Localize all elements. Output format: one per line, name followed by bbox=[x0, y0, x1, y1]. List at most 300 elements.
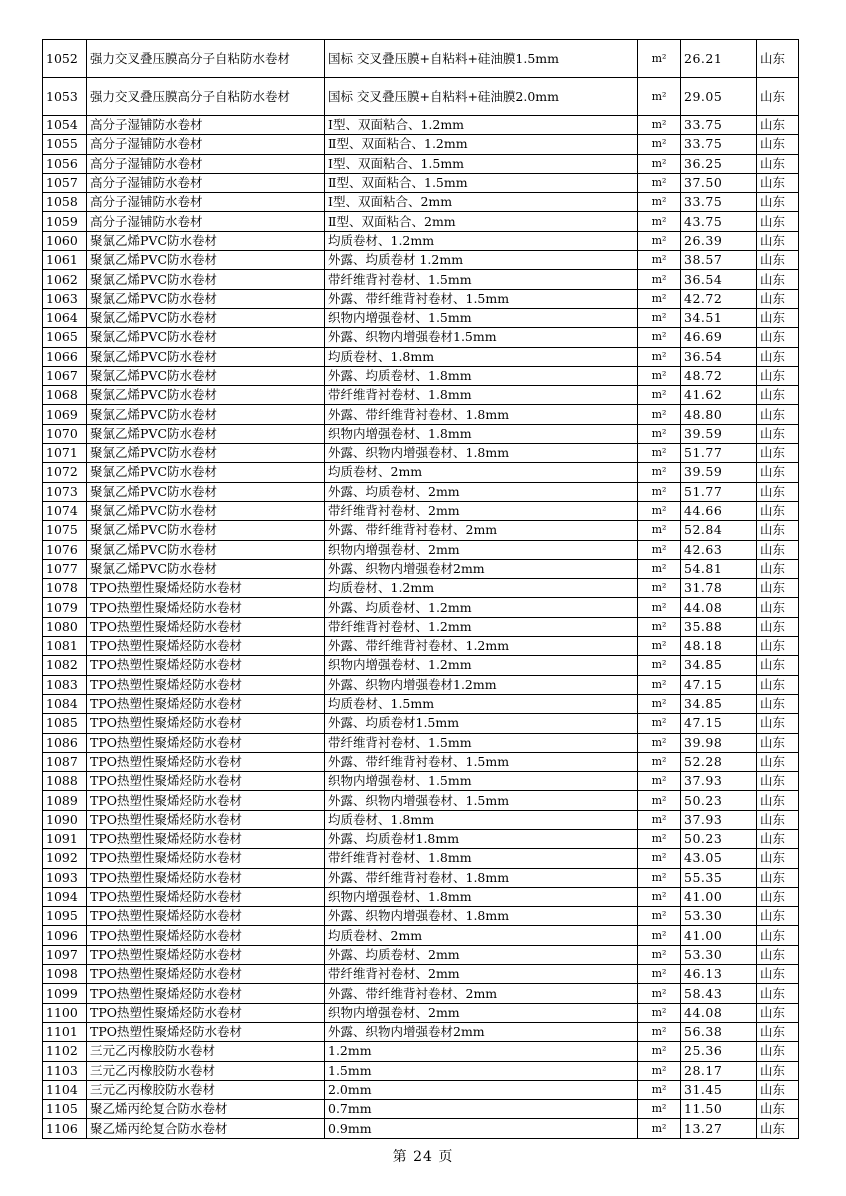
material-name-cell: 聚氯乙烯PVC防水卷材 bbox=[87, 501, 325, 520]
specification-cell: 织物内增强卷材、1.5mm bbox=[325, 308, 638, 327]
item-number-cell: 1092 bbox=[43, 849, 87, 868]
specification-cell: 国标 交叉叠压膜+自粘料+硅油膜2.0mm bbox=[325, 78, 638, 116]
item-number-cell: 1077 bbox=[43, 559, 87, 578]
table-row bbox=[43, 482, 799, 501]
unit-cell: m² bbox=[638, 656, 681, 675]
item-number-cell: 1081 bbox=[43, 637, 87, 656]
price-cell: 52.28 bbox=[681, 752, 757, 771]
table-row bbox=[43, 656, 799, 675]
specification-cell: 带纤维背衬卷材、1.5mm bbox=[325, 270, 638, 289]
table-row bbox=[43, 444, 799, 463]
unit-cell: m² bbox=[638, 424, 681, 443]
table-row bbox=[43, 945, 799, 964]
unit-cell: m² bbox=[638, 308, 681, 327]
region-cell: 山东 bbox=[757, 1003, 799, 1022]
table-row bbox=[43, 231, 799, 250]
specification-cell: 外露、均质卷材、2mm bbox=[325, 482, 638, 501]
material-name-cell: 聚氯乙烯PVC防水卷材 bbox=[87, 463, 325, 482]
region-cell: 山东 bbox=[757, 714, 799, 733]
item-number-cell: 1078 bbox=[43, 579, 87, 598]
specification-cell: 2.0mm bbox=[325, 1080, 638, 1099]
table-row bbox=[43, 501, 799, 520]
region-cell: 山东 bbox=[757, 733, 799, 752]
specification-cell: 带纤维背衬卷材、1.8mm bbox=[325, 849, 638, 868]
table-row bbox=[43, 579, 799, 598]
unit-cell: m² bbox=[638, 965, 681, 984]
material-name-cell: TPO热塑性聚烯烃防水卷材 bbox=[87, 868, 325, 887]
region-cell: 山东 bbox=[757, 521, 799, 540]
specification-cell: 均质卷材、1.2mm bbox=[325, 231, 638, 250]
table-row bbox=[43, 868, 799, 887]
specification-cell: 1.5mm bbox=[325, 1061, 638, 1080]
item-number-cell: 1088 bbox=[43, 772, 87, 791]
specification-cell: 外露、带纤维背衬卷材、1.2mm bbox=[325, 637, 638, 656]
unit-cell: m² bbox=[638, 347, 681, 366]
specification-cell: 均质卷材、2mm bbox=[325, 926, 638, 945]
item-number-cell: 1057 bbox=[43, 173, 87, 192]
unit-cell: m² bbox=[638, 694, 681, 713]
item-number-cell: 1069 bbox=[43, 405, 87, 424]
price-cell: 42.72 bbox=[681, 289, 757, 308]
material-name-cell: 聚氯乙烯PVC防水卷材 bbox=[87, 308, 325, 327]
material-name-cell: 高分子湿铺防水卷材 bbox=[87, 135, 325, 154]
specification-cell: 外露、织物内增强卷材、1.8mm bbox=[325, 444, 638, 463]
specification-cell: 外露、织物内增强卷材、1.8mm bbox=[325, 907, 638, 926]
unit-cell: m² bbox=[638, 540, 681, 559]
region-cell: 山东 bbox=[757, 810, 799, 829]
region-cell: 山东 bbox=[757, 193, 799, 212]
region-cell: 山东 bbox=[757, 463, 799, 482]
unit-cell: m² bbox=[638, 1003, 681, 1022]
unit-cell: m² bbox=[638, 40, 681, 78]
item-number-cell: 1091 bbox=[43, 829, 87, 848]
material-name-cell: TPO热塑性聚烯烃防水卷材 bbox=[87, 714, 325, 733]
specification-cell: 外露、均质卷材、2mm bbox=[325, 945, 638, 964]
unit-cell: m² bbox=[638, 366, 681, 385]
region-cell: 山东 bbox=[757, 540, 799, 559]
specification-cell: 织物内增强卷材、2mm bbox=[325, 540, 638, 559]
material-name-cell: 高分子湿铺防水卷材 bbox=[87, 154, 325, 173]
table-row bbox=[43, 694, 799, 713]
material-name-cell: TPO热塑性聚烯烃防水卷材 bbox=[87, 675, 325, 694]
price-cell: 50.23 bbox=[681, 791, 757, 810]
table-row bbox=[43, 1100, 799, 1119]
table-row bbox=[43, 366, 799, 385]
material-name-cell: 高分子湿铺防水卷材 bbox=[87, 116, 325, 135]
material-name-cell: 聚氯乙烯PVC防水卷材 bbox=[87, 424, 325, 443]
unit-cell: m² bbox=[638, 251, 681, 270]
unit-cell: m² bbox=[638, 1042, 681, 1061]
price-cell: 25.36 bbox=[681, 1042, 757, 1061]
item-number-cell: 1076 bbox=[43, 540, 87, 559]
unit-cell: m² bbox=[638, 78, 681, 116]
table-row bbox=[43, 829, 799, 848]
unit-cell: m² bbox=[638, 791, 681, 810]
region-cell: 山东 bbox=[757, 829, 799, 848]
specification-cell: Ⅱ型、双面粘合、1.2mm bbox=[325, 135, 638, 154]
unit-cell: m² bbox=[638, 444, 681, 463]
specification-cell: 均质卷材、1.5mm bbox=[325, 694, 638, 713]
material-name-cell: TPO热塑性聚烯烃防水卷材 bbox=[87, 907, 325, 926]
item-number-cell: 1097 bbox=[43, 945, 87, 964]
unit-cell: m² bbox=[638, 501, 681, 520]
table-row bbox=[43, 386, 799, 405]
price-cell: 34.85 bbox=[681, 694, 757, 713]
price-cell: 36.54 bbox=[681, 347, 757, 366]
specification-cell: 均质卷材、1.8mm bbox=[325, 810, 638, 829]
region-cell: 山东 bbox=[757, 231, 799, 250]
table-row bbox=[43, 752, 799, 771]
price-cell: 51.77 bbox=[681, 444, 757, 463]
unit-cell: m² bbox=[638, 887, 681, 906]
specification-cell: 1.2mm bbox=[325, 1042, 638, 1061]
specification-cell: 织物内增强卷材、1.8mm bbox=[325, 424, 638, 443]
material-name-cell: TPO热塑性聚烯烃防水卷材 bbox=[87, 791, 325, 810]
unit-cell: m² bbox=[638, 1080, 681, 1099]
specification-cell: I型、双面粘合、2mm bbox=[325, 193, 638, 212]
material-name-cell: 聚氯乙烯PVC防水卷材 bbox=[87, 366, 325, 385]
item-number-cell: 1063 bbox=[43, 289, 87, 308]
item-number-cell: 1100 bbox=[43, 1003, 87, 1022]
table-row bbox=[43, 424, 799, 443]
region-cell: 山东 bbox=[757, 656, 799, 675]
region-cell: 山东 bbox=[757, 752, 799, 771]
table-row bbox=[43, 135, 799, 154]
item-number-cell: 1098 bbox=[43, 965, 87, 984]
unit-cell: m² bbox=[638, 328, 681, 347]
price-cell: 37.93 bbox=[681, 810, 757, 829]
item-number-cell: 1054 bbox=[43, 116, 87, 135]
table-row bbox=[43, 714, 799, 733]
material-name-cell: 聚氯乙烯PVC防水卷材 bbox=[87, 231, 325, 250]
unit-cell: m² bbox=[638, 637, 681, 656]
specification-cell: 外露、均质卷材1.5mm bbox=[325, 714, 638, 733]
item-number-cell: 1066 bbox=[43, 347, 87, 366]
specification-cell: 带纤维背衬卷材、1.2mm bbox=[325, 617, 638, 636]
material-name-cell: 三元乙丙橡胶防水卷材 bbox=[87, 1042, 325, 1061]
region-cell: 山东 bbox=[757, 1100, 799, 1119]
table-row bbox=[43, 78, 799, 116]
item-number-cell: 1067 bbox=[43, 366, 87, 385]
price-cell: 47.15 bbox=[681, 675, 757, 694]
price-cell: 28.17 bbox=[681, 1061, 757, 1080]
price-cell: 46.69 bbox=[681, 328, 757, 347]
material-name-cell: 聚乙烯丙纶复合防水卷材 bbox=[87, 1100, 325, 1119]
item-number-cell: 1060 bbox=[43, 231, 87, 250]
item-number-cell: 1101 bbox=[43, 1022, 87, 1041]
material-name-cell: TPO热塑性聚烯烃防水卷材 bbox=[87, 617, 325, 636]
price-cell: 53.30 bbox=[681, 907, 757, 926]
table-row bbox=[43, 1061, 799, 1080]
specification-cell: 外露、均质卷材1.8mm bbox=[325, 829, 638, 848]
unit-cell: m² bbox=[638, 1100, 681, 1119]
table-row bbox=[43, 521, 799, 540]
region-cell: 山东 bbox=[757, 1042, 799, 1061]
table-row bbox=[43, 347, 799, 366]
unit-cell: m² bbox=[638, 772, 681, 791]
region-cell: 山东 bbox=[757, 154, 799, 173]
unit-cell: m² bbox=[638, 270, 681, 289]
material-name-cell: TPO热塑性聚烯烃防水卷材 bbox=[87, 656, 325, 675]
price-cell: 34.85 bbox=[681, 656, 757, 675]
specification-cell: 织物内增强卷材、1.8mm bbox=[325, 887, 638, 906]
specification-cell: Ⅱ型、双面粘合、1.5mm bbox=[325, 173, 638, 192]
material-name-cell: TPO热塑性聚烯烃防水卷材 bbox=[87, 984, 325, 1003]
material-name-cell: TPO热塑性聚烯烃防水卷材 bbox=[87, 810, 325, 829]
material-name-cell: TPO热塑性聚烯烃防水卷材 bbox=[87, 829, 325, 848]
price-cell: 38.57 bbox=[681, 251, 757, 270]
table-body bbox=[43, 40, 799, 1139]
specification-cell: Ⅱ型、双面粘合、2mm bbox=[325, 212, 638, 231]
item-number-cell: 1090 bbox=[43, 810, 87, 829]
material-name-cell: TPO热塑性聚烯烃防水卷材 bbox=[87, 849, 325, 868]
item-number-cell: 1071 bbox=[43, 444, 87, 463]
price-cell: 56.38 bbox=[681, 1022, 757, 1041]
specification-cell: 外露、带纤维背衬卷材、1.5mm bbox=[325, 752, 638, 771]
material-name-cell: 聚氯乙烯PVC防水卷材 bbox=[87, 328, 325, 347]
unit-cell: m² bbox=[638, 386, 681, 405]
price-cell: 41.62 bbox=[681, 386, 757, 405]
table-row bbox=[43, 965, 799, 984]
table-row bbox=[43, 1042, 799, 1061]
table-row bbox=[43, 308, 799, 327]
region-cell: 山东 bbox=[757, 559, 799, 578]
unit-cell: m² bbox=[638, 289, 681, 308]
material-name-cell: 强力交叉叠压膜高分子自粘防水卷材 bbox=[87, 78, 325, 116]
unit-cell: m² bbox=[638, 752, 681, 771]
price-table bbox=[42, 39, 799, 1139]
table-row bbox=[43, 907, 799, 926]
specification-cell: 均质卷材、1.2mm bbox=[325, 579, 638, 598]
unit-cell: m² bbox=[638, 521, 681, 540]
item-number-cell: 1058 bbox=[43, 193, 87, 212]
region-cell: 山东 bbox=[757, 579, 799, 598]
price-cell: 52.84 bbox=[681, 521, 757, 540]
item-number-cell: 1095 bbox=[43, 907, 87, 926]
price-cell: 37.93 bbox=[681, 772, 757, 791]
specification-cell: 外露、带纤维背衬卷材、1.5mm bbox=[325, 289, 638, 308]
region-cell: 山东 bbox=[757, 501, 799, 520]
material-name-cell: TPO热塑性聚烯烃防水卷材 bbox=[87, 965, 325, 984]
material-name-cell: 聚乙烯丙纶复合防水卷材 bbox=[87, 1119, 325, 1138]
table-row bbox=[43, 405, 799, 424]
unit-cell: m² bbox=[638, 984, 681, 1003]
specification-cell: 0.9mm bbox=[325, 1119, 638, 1138]
table-row bbox=[43, 810, 799, 829]
table-row bbox=[43, 598, 799, 617]
unit-cell: m² bbox=[638, 598, 681, 617]
unit-cell: m² bbox=[638, 849, 681, 868]
specification-cell: 外露、均质卷材 1.2mm bbox=[325, 251, 638, 270]
item-number-cell: 1086 bbox=[43, 733, 87, 752]
table-row bbox=[43, 1119, 799, 1138]
item-number-cell: 1059 bbox=[43, 212, 87, 231]
unit-cell: m² bbox=[638, 714, 681, 733]
price-cell: 13.27 bbox=[681, 1119, 757, 1138]
table-row bbox=[43, 733, 799, 752]
specification-cell: 织物内增强卷材、1.5mm bbox=[325, 772, 638, 791]
material-name-cell: 三元乙丙橡胶防水卷材 bbox=[87, 1061, 325, 1080]
material-name-cell: TPO热塑性聚烯烃防水卷材 bbox=[87, 752, 325, 771]
price-cell: 31.45 bbox=[681, 1080, 757, 1099]
item-number-cell: 1052 bbox=[43, 40, 87, 78]
price-cell: 11.50 bbox=[681, 1100, 757, 1119]
price-cell: 37.50 bbox=[681, 173, 757, 192]
table-row bbox=[43, 193, 799, 212]
unit-cell: m² bbox=[638, 1119, 681, 1138]
item-number-cell: 1065 bbox=[43, 328, 87, 347]
table-row bbox=[43, 772, 799, 791]
material-name-cell: TPO热塑性聚烯烃防水卷材 bbox=[87, 772, 325, 791]
item-number-cell: 1093 bbox=[43, 868, 87, 887]
table-row bbox=[43, 1003, 799, 1022]
unit-cell: m² bbox=[638, 135, 681, 154]
region-cell: 山东 bbox=[757, 212, 799, 231]
region-cell: 山东 bbox=[757, 308, 799, 327]
price-cell: 50.23 bbox=[681, 829, 757, 848]
specification-cell: 外露、织物内增强卷材、1.5mm bbox=[325, 791, 638, 810]
price-cell: 43.05 bbox=[681, 849, 757, 868]
table-row bbox=[43, 289, 799, 308]
price-cell: 33.75 bbox=[681, 116, 757, 135]
item-number-cell: 1085 bbox=[43, 714, 87, 733]
region-cell: 山东 bbox=[757, 791, 799, 810]
table-row bbox=[43, 463, 799, 482]
material-name-cell: TPO热塑性聚烯烃防水卷材 bbox=[87, 579, 325, 598]
specification-cell: 外露、织物内增强卷材2mm bbox=[325, 559, 638, 578]
material-name-cell: TPO热塑性聚烯烃防水卷材 bbox=[87, 694, 325, 713]
table-row bbox=[43, 212, 799, 231]
item-number-cell: 1082 bbox=[43, 656, 87, 675]
region-cell: 山东 bbox=[757, 598, 799, 617]
item-number-cell: 1084 bbox=[43, 694, 87, 713]
table-row bbox=[43, 540, 799, 559]
region-cell: 山东 bbox=[757, 482, 799, 501]
unit-cell: m² bbox=[638, 405, 681, 424]
unit-cell: m² bbox=[638, 945, 681, 964]
unit-cell: m² bbox=[638, 154, 681, 173]
specification-cell: 外露、带纤维背衬卷材、1.8mm bbox=[325, 868, 638, 887]
region-cell: 山东 bbox=[757, 1080, 799, 1099]
specification-cell: 外露、均质卷材、1.2mm bbox=[325, 598, 638, 617]
specification-cell: I型、双面粘合、1.2mm bbox=[325, 116, 638, 135]
item-number-cell: 1070 bbox=[43, 424, 87, 443]
price-cell: 44.08 bbox=[681, 598, 757, 617]
region-cell: 山东 bbox=[757, 78, 799, 116]
price-cell: 34.51 bbox=[681, 308, 757, 327]
unit-cell: m² bbox=[638, 868, 681, 887]
table-row bbox=[43, 887, 799, 906]
item-number-cell: 1064 bbox=[43, 308, 87, 327]
material-name-cell: TPO热塑性聚烯烃防水卷材 bbox=[87, 926, 325, 945]
table-row bbox=[43, 791, 799, 810]
unit-cell: m² bbox=[638, 733, 681, 752]
material-name-cell: 聚氯乙烯PVC防水卷材 bbox=[87, 251, 325, 270]
unit-cell: m² bbox=[638, 675, 681, 694]
unit-cell: m² bbox=[638, 116, 681, 135]
price-cell: 44.66 bbox=[681, 501, 757, 520]
price-cell: 31.78 bbox=[681, 579, 757, 598]
price-cell: 54.81 bbox=[681, 559, 757, 578]
material-name-cell: TPO热塑性聚烯烃防水卷材 bbox=[87, 598, 325, 617]
unit-cell: m² bbox=[638, 1022, 681, 1041]
material-name-cell: 聚氯乙烯PVC防水卷材 bbox=[87, 540, 325, 559]
region-cell: 山东 bbox=[757, 40, 799, 78]
region-cell: 山东 bbox=[757, 868, 799, 887]
price-cell: 44.08 bbox=[681, 1003, 757, 1022]
region-cell: 山东 bbox=[757, 984, 799, 1003]
region-cell: 山东 bbox=[757, 270, 799, 289]
specification-cell: 带纤维背衬卷材、2mm bbox=[325, 965, 638, 984]
item-number-cell: 1102 bbox=[43, 1042, 87, 1061]
region-cell: 山东 bbox=[757, 1022, 799, 1041]
region-cell: 山东 bbox=[757, 328, 799, 347]
table-row bbox=[43, 328, 799, 347]
item-number-cell: 1106 bbox=[43, 1119, 87, 1138]
material-name-cell: 聚氯乙烯PVC防水卷材 bbox=[87, 386, 325, 405]
table-row bbox=[43, 984, 799, 1003]
region-cell: 山东 bbox=[757, 675, 799, 694]
region-cell: 山东 bbox=[757, 772, 799, 791]
item-number-cell: 1056 bbox=[43, 154, 87, 173]
region-cell: 山东 bbox=[757, 173, 799, 192]
price-cell: 53.30 bbox=[681, 945, 757, 964]
region-cell: 山东 bbox=[757, 887, 799, 906]
unit-cell: m² bbox=[638, 579, 681, 598]
region-cell: 山东 bbox=[757, 289, 799, 308]
price-cell: 51.77 bbox=[681, 482, 757, 501]
item-number-cell: 1073 bbox=[43, 482, 87, 501]
unit-cell: m² bbox=[638, 926, 681, 945]
item-number-cell: 1094 bbox=[43, 887, 87, 906]
region-cell: 山东 bbox=[757, 386, 799, 405]
unit-cell: m² bbox=[638, 193, 681, 212]
price-cell: 36.25 bbox=[681, 154, 757, 173]
region-cell: 山东 bbox=[757, 617, 799, 636]
material-name-cell: 聚氯乙烯PVC防水卷材 bbox=[87, 521, 325, 540]
specification-cell: 带纤维背衬卷材、1.8mm bbox=[325, 386, 638, 405]
unit-cell: m² bbox=[638, 559, 681, 578]
specification-cell: 外露、带纤维背衬卷材、2mm bbox=[325, 984, 638, 1003]
region-cell: 山东 bbox=[757, 1119, 799, 1138]
table-row bbox=[43, 40, 799, 78]
material-name-cell: 聚氯乙烯PVC防水卷材 bbox=[87, 270, 325, 289]
table-row bbox=[43, 637, 799, 656]
price-cell: 26.21 bbox=[681, 40, 757, 78]
item-number-cell: 1104 bbox=[43, 1080, 87, 1099]
unit-cell: m² bbox=[638, 173, 681, 192]
unit-cell: m² bbox=[638, 231, 681, 250]
item-number-cell: 1075 bbox=[43, 521, 87, 540]
specification-cell: 外露、织物内增强卷材1.5mm bbox=[325, 328, 638, 347]
region-cell: 山东 bbox=[757, 347, 799, 366]
price-cell: 48.18 bbox=[681, 637, 757, 656]
region-cell: 山东 bbox=[757, 926, 799, 945]
specification-cell: 带纤维背衬卷材、1.5mm bbox=[325, 733, 638, 752]
item-number-cell: 1087 bbox=[43, 752, 87, 771]
price-cell: 29.05 bbox=[681, 78, 757, 116]
material-name-cell: TPO热塑性聚烯烃防水卷材 bbox=[87, 637, 325, 656]
item-number-cell: 1061 bbox=[43, 251, 87, 270]
material-name-cell: 聚氯乙烯PVC防水卷材 bbox=[87, 405, 325, 424]
price-cell: 35.88 bbox=[681, 617, 757, 636]
region-cell: 山东 bbox=[757, 849, 799, 868]
item-number-cell: 1055 bbox=[43, 135, 87, 154]
price-cell: 36.54 bbox=[681, 270, 757, 289]
item-number-cell: 1053 bbox=[43, 78, 87, 116]
table-row bbox=[43, 675, 799, 694]
material-name-cell: TPO热塑性聚烯烃防水卷材 bbox=[87, 1022, 325, 1041]
